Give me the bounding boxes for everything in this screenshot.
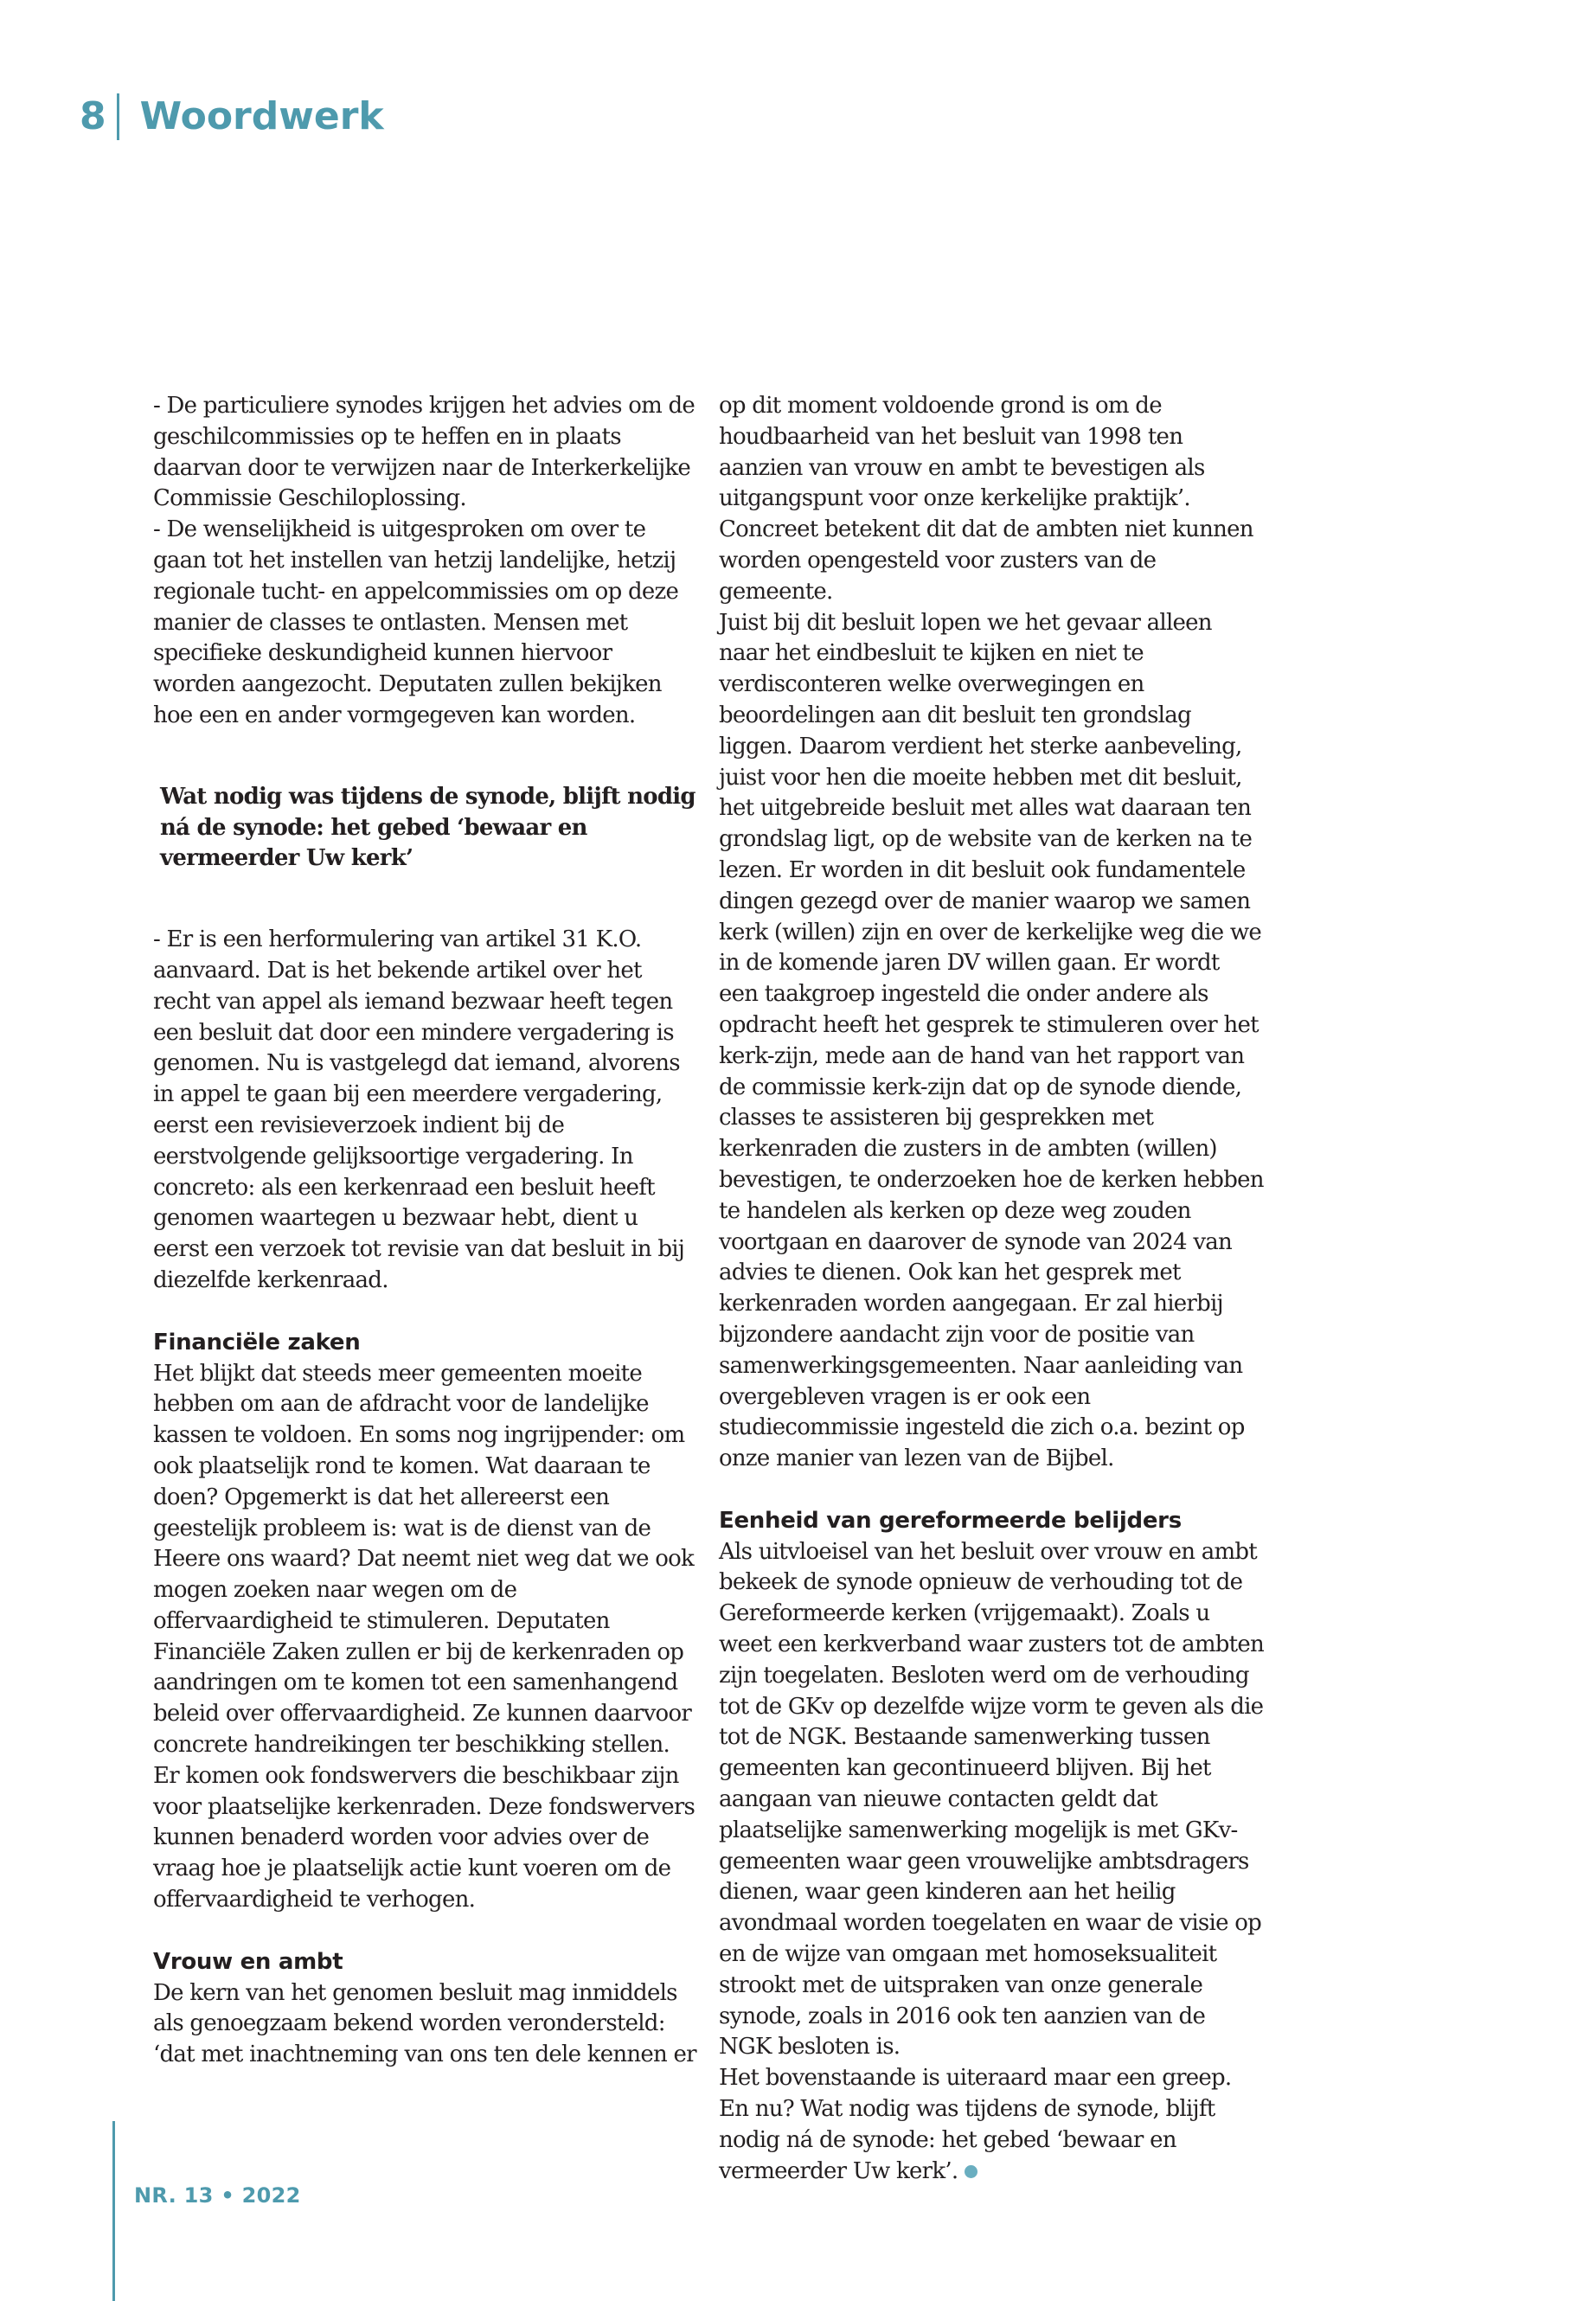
page-header	[80, 93, 384, 140]
paragraph: Juist bij dit besluit lopen we het gevaar alleen naar het eindbesluit te kijken en niet te verdisconteren welke overwegingen en beoordelingen aan dit besluit ten grondslag liggen. Daarom verdient het sterke aanbeveling, juist voor hen die moeite hebben met dit besluit, het uitgebreide besluit met alles wat daaraan ten grondslag ligt, op de website van de kerken na te lezen. Er worden in dit besluit ook fundamentele dingen gezegd over de manier waarop we samen kerk (willen) zijn en over de kerkelijke weg die we in de komende jaren DV willen gaan. Er wordt een taakgroep ingesteld die onder andere als opdracht heeft het gesprek te stimuleren over het kerk-zijn, mede aan de hand van het rapport van de commissie kerk-zijn dat op de synode diende, classes te assisteren bij gesprekken met kerkenraden die zusters in de ambten (willen) bevestigen, te onderzoeken hoe de kerken hebben te handelen als kerken op deze weg zouden voortgaan en daarover de synode van 2024 van advies te dienen. Ook kan het gesprek met kerkenraden worden aangegaan. Er zal hierbij bijzondere aandacht zijn voor de positie van samenwerkingsgemeenten. Naar aanleiding van overgebleven vragen is er ook een studiecommissie ingesteld die zich o.a. bezint op onze manier van lezen van de Bijbel.	[719, 609, 1264, 1472]
end-mark-icon	[965, 2165, 977, 2178]
paragraph: Het blijkt dat steeds meer gemeenten moeite hebben om aan de afdracht voor de landelijke kassen te voldoen. En soms nog ingrijpender: om ook plaatselijk rond te komen. Wat daaraan te doen? Opgemerkt is dat het allereerst een geestelijk probleem is: wat is de dienst van de Heere ons waard? Dat neemt niet weg dat we ook mogen zoeken naar wegen om de offervaardigheid te stimuleren. Deputaten Financiële Zaken zullen er bij de kerkenraden op aandringen om te komen tot een samenhangend beleid over offervaardigheid. Ze kunnen daarvoor concrete handreikingen ter beschikking stellen. Er komen ook fondswervers die beschikbaar zijn voor plaatselijke kerkenraden. Deze fondswervers kunnen benaderd worden voor advies over de vraag hoe je plaatselijk actie kunt voeren om de offervaardigheid te verhogen.	[153, 1360, 695, 1913]
header-divider	[117, 93, 119, 140]
page-number: 8	[80, 94, 106, 138]
section-heading: Financiële zaken	[153, 1329, 361, 1356]
paragraph-final	[719, 2063, 1264, 2187]
right-column	[719, 391, 1264, 2187]
paragraph: - De wenselijkheid is uitgesproken om over te gaan tot het instellen van hetzij landelijke, hetzij regionale tucht- en appelcommissies om op deze manier de classes te ontlasten. Mensen met specifieke deskundigheid kunnen hiervoor worden aangezocht. Deputaten zullen bekijken hoe een en ander vormgegeven kan worden.	[153, 516, 679, 728]
section-heading: Vrouw en ambt	[153, 1948, 343, 1975]
section-heading: Eenheid van gereformeerde belijders	[719, 1507, 1182, 1534]
paragraph: Als uitvloeisel van het besluit over vrouw en ambt bekeek de synode opnieuw de verhouding tot de Gereformeerde kerken (vrijgemaakt). Zoals u weet een kerkverband waar zusters tot de ambten zijn toegelaten. Besloten werd om de verhouding tot de GKv op dezelfde wijze vorm te geven als die tot de NGK. Bestaande samenwerking tussen gemeenten kan gecontinueerd blijven. Bij het aangaan van nieuwe contacten geldt dat plaatselijke samenwerking mogelijk is met GKv-gemeenten waar geen vrouwelijke ambtsdragers dienen, waar geen kinderen aan het heilig avondmaal worden toegelaten en waar de visie op en de wijze van omgaan met homoseksualiteit strookt met de uitspraken van onze generale synode, zoals in 2016 ook ten aanzien van de NGK besloten is.	[719, 1538, 1264, 2061]
footer-divider	[112, 2121, 115, 2301]
pull-quote-text: Wat nodig was tijdens de synode, blijft nodig ná de synode: het gebed ‘bewaar en vermeerder Uw kerk’	[160, 783, 695, 872]
pull-quote	[153, 782, 698, 875]
paragraph: - Er is een herformulering van artikel 31 K.O. aanvaard. Dat is het bekende artikel over het recht van appel als iemand bezwaar heeft tegen een besluit dat door een mindere vergadering is genomen. Nu is vastgelegd dat iemand, alvorens in appel te gaan bij een meerdere vergadering, eerst een revisieverzoek indient bij de eerstvolgende gelijksoortige vergadering. In concreto: als een kerkenraad een besluit heeft genomen waartegen u bezwaar hebt, dient u eerst een verzoek tot revisie van dat besluit in bij diezelfde kerkenraad.	[153, 926, 685, 1293]
paragraph: De kern van het genomen besluit mag inmiddels als genoegzaam bekend worden verondersteld: ‘dat met inachtneming van ons ten dele kennen er	[153, 1979, 696, 2068]
issue-label: NR. 13 • 2022	[134, 2183, 301, 2208]
paragraph: op dit moment voldoende grond is om de houdbaarheid van het besluit van 1998 ten aanzien van vrouw en ambt te bevestigen als uitgangspunt voor onze kerkelijke praktijk’. Concreet betekent dit dat de ambten niet kunnen worden opengesteld voor zusters van de gemeente.	[719, 393, 1253, 605]
paragraph-text: Het bovenstaande is uiteraard maar een greep. En nu? Wat nodig was tijdens de synode, blijft nodig ná de synode: het gebed ‘bewaar en vermeerder Uw kerk’.	[719, 2065, 1232, 2184]
magazine-title: Woordwerk	[139, 94, 384, 138]
paragraph: - De particuliere synodes krijgen het advies om de geschilcommissies op te heffen en in plaats daarvan door te verwijzen naar de Interkerkelijke Commissie Geschiloplossing.	[153, 393, 695, 512]
left-column	[153, 391, 698, 2071]
